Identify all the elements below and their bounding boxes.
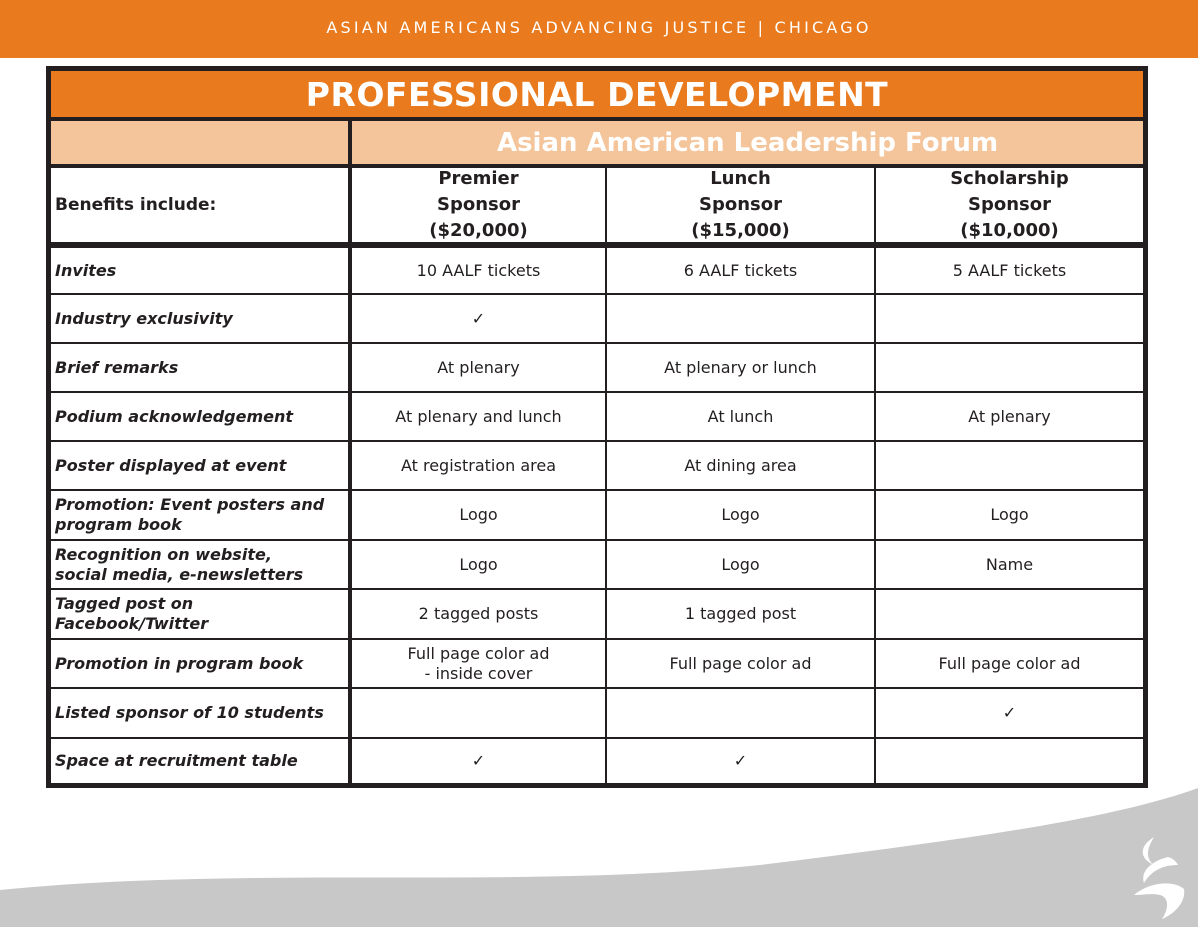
row-label: Industry exclusivity (51, 295, 348, 342)
table-cell (607, 295, 874, 342)
table-cell: 1 tagged post (607, 590, 874, 638)
row-label: Recognition on website, social media, e-newsletters (51, 541, 348, 588)
table-cell: Logo (607, 541, 874, 588)
table-cell: 10 AALF tickets (352, 248, 605, 293)
row-label: Promotion: Event posters and program book (51, 491, 348, 539)
table-cell: At plenary (352, 344, 605, 391)
checkmark-icon: ✓ (352, 295, 605, 342)
sponsorship-table (46, 66, 1148, 788)
tier-role: Sponsor (437, 194, 520, 215)
row-label: Poster displayed at event (51, 442, 348, 489)
table-cell: Full page color ad (607, 640, 874, 687)
table-cell (352, 689, 605, 737)
table-cell (876, 442, 1143, 489)
checkmark-icon: ✓ (876, 689, 1143, 737)
row-label: Listed sponsor of 10 students (51, 689, 348, 737)
row-label: Invites (51, 248, 348, 293)
table-cell (876, 295, 1143, 342)
tier-role: Sponsor (968, 194, 1051, 215)
benefits-label: Benefits include: (51, 168, 348, 242)
footer-wave (0, 780, 1198, 927)
tier-price: ($10,000) (960, 220, 1059, 241)
event-name: Asian American Leadership Forum (352, 121, 1143, 164)
table-cell (876, 739, 1143, 783)
tier-price: ($15,000) (691, 220, 790, 241)
tier-name: Scholarship (950, 168, 1069, 189)
tier-header-lunch (607, 168, 874, 242)
row-label: Tagged post on Facebook/Twitter (51, 590, 348, 638)
row-label: Space at recruitment table (51, 739, 348, 783)
checkmark-icon: ✓ (352, 739, 605, 783)
table-cell: 6 AALF tickets (607, 248, 874, 293)
table-cell (607, 689, 874, 737)
row-label: Promotion in program book (51, 640, 348, 687)
tier-header-premier (352, 168, 605, 242)
checkmark-icon: ✓ (607, 739, 874, 783)
tier-name: Lunch (710, 168, 771, 189)
tier-price: ($20,000) (429, 220, 528, 241)
table-cell: Logo (607, 491, 874, 539)
organization-name: ASIAN AMERICANS ADVANCING JUSTICE | CHICAGO (326, 17, 872, 37)
table-cell (876, 590, 1143, 638)
tier-header-scholarship (876, 168, 1143, 242)
table-cell: Full page color ad - inside cover (352, 640, 605, 687)
tier-name: Premier (438, 168, 519, 189)
table-cell: Full page color ad (876, 640, 1143, 687)
table-cell: At plenary (876, 393, 1143, 440)
table-cell: At plenary and lunch (352, 393, 605, 440)
table-cell: Logo (352, 491, 605, 539)
table-cell (876, 344, 1143, 391)
table-cell: 2 tagged posts (352, 590, 605, 638)
table-cell: Logo (352, 541, 605, 588)
table-cell: At registration area (352, 442, 605, 489)
tier-role: Sponsor (699, 194, 782, 215)
table-cell: Name (876, 541, 1143, 588)
table-cell: At dining area (607, 442, 874, 489)
table-cell: At lunch (607, 393, 874, 440)
table-cell: Logo (876, 491, 1143, 539)
table-cell: 5 AALF tickets (876, 248, 1143, 293)
table-title: PROFESSIONAL DEVELOPMENT (51, 71, 1143, 117)
header-bar (0, 0, 1198, 58)
row-label: Brief remarks (51, 344, 348, 391)
subtitle-spacer (51, 121, 348, 164)
organization-logo-icon (1124, 833, 1194, 923)
table-cell: At plenary or lunch (607, 344, 874, 391)
row-label: Podium acknowledgement (51, 393, 348, 440)
